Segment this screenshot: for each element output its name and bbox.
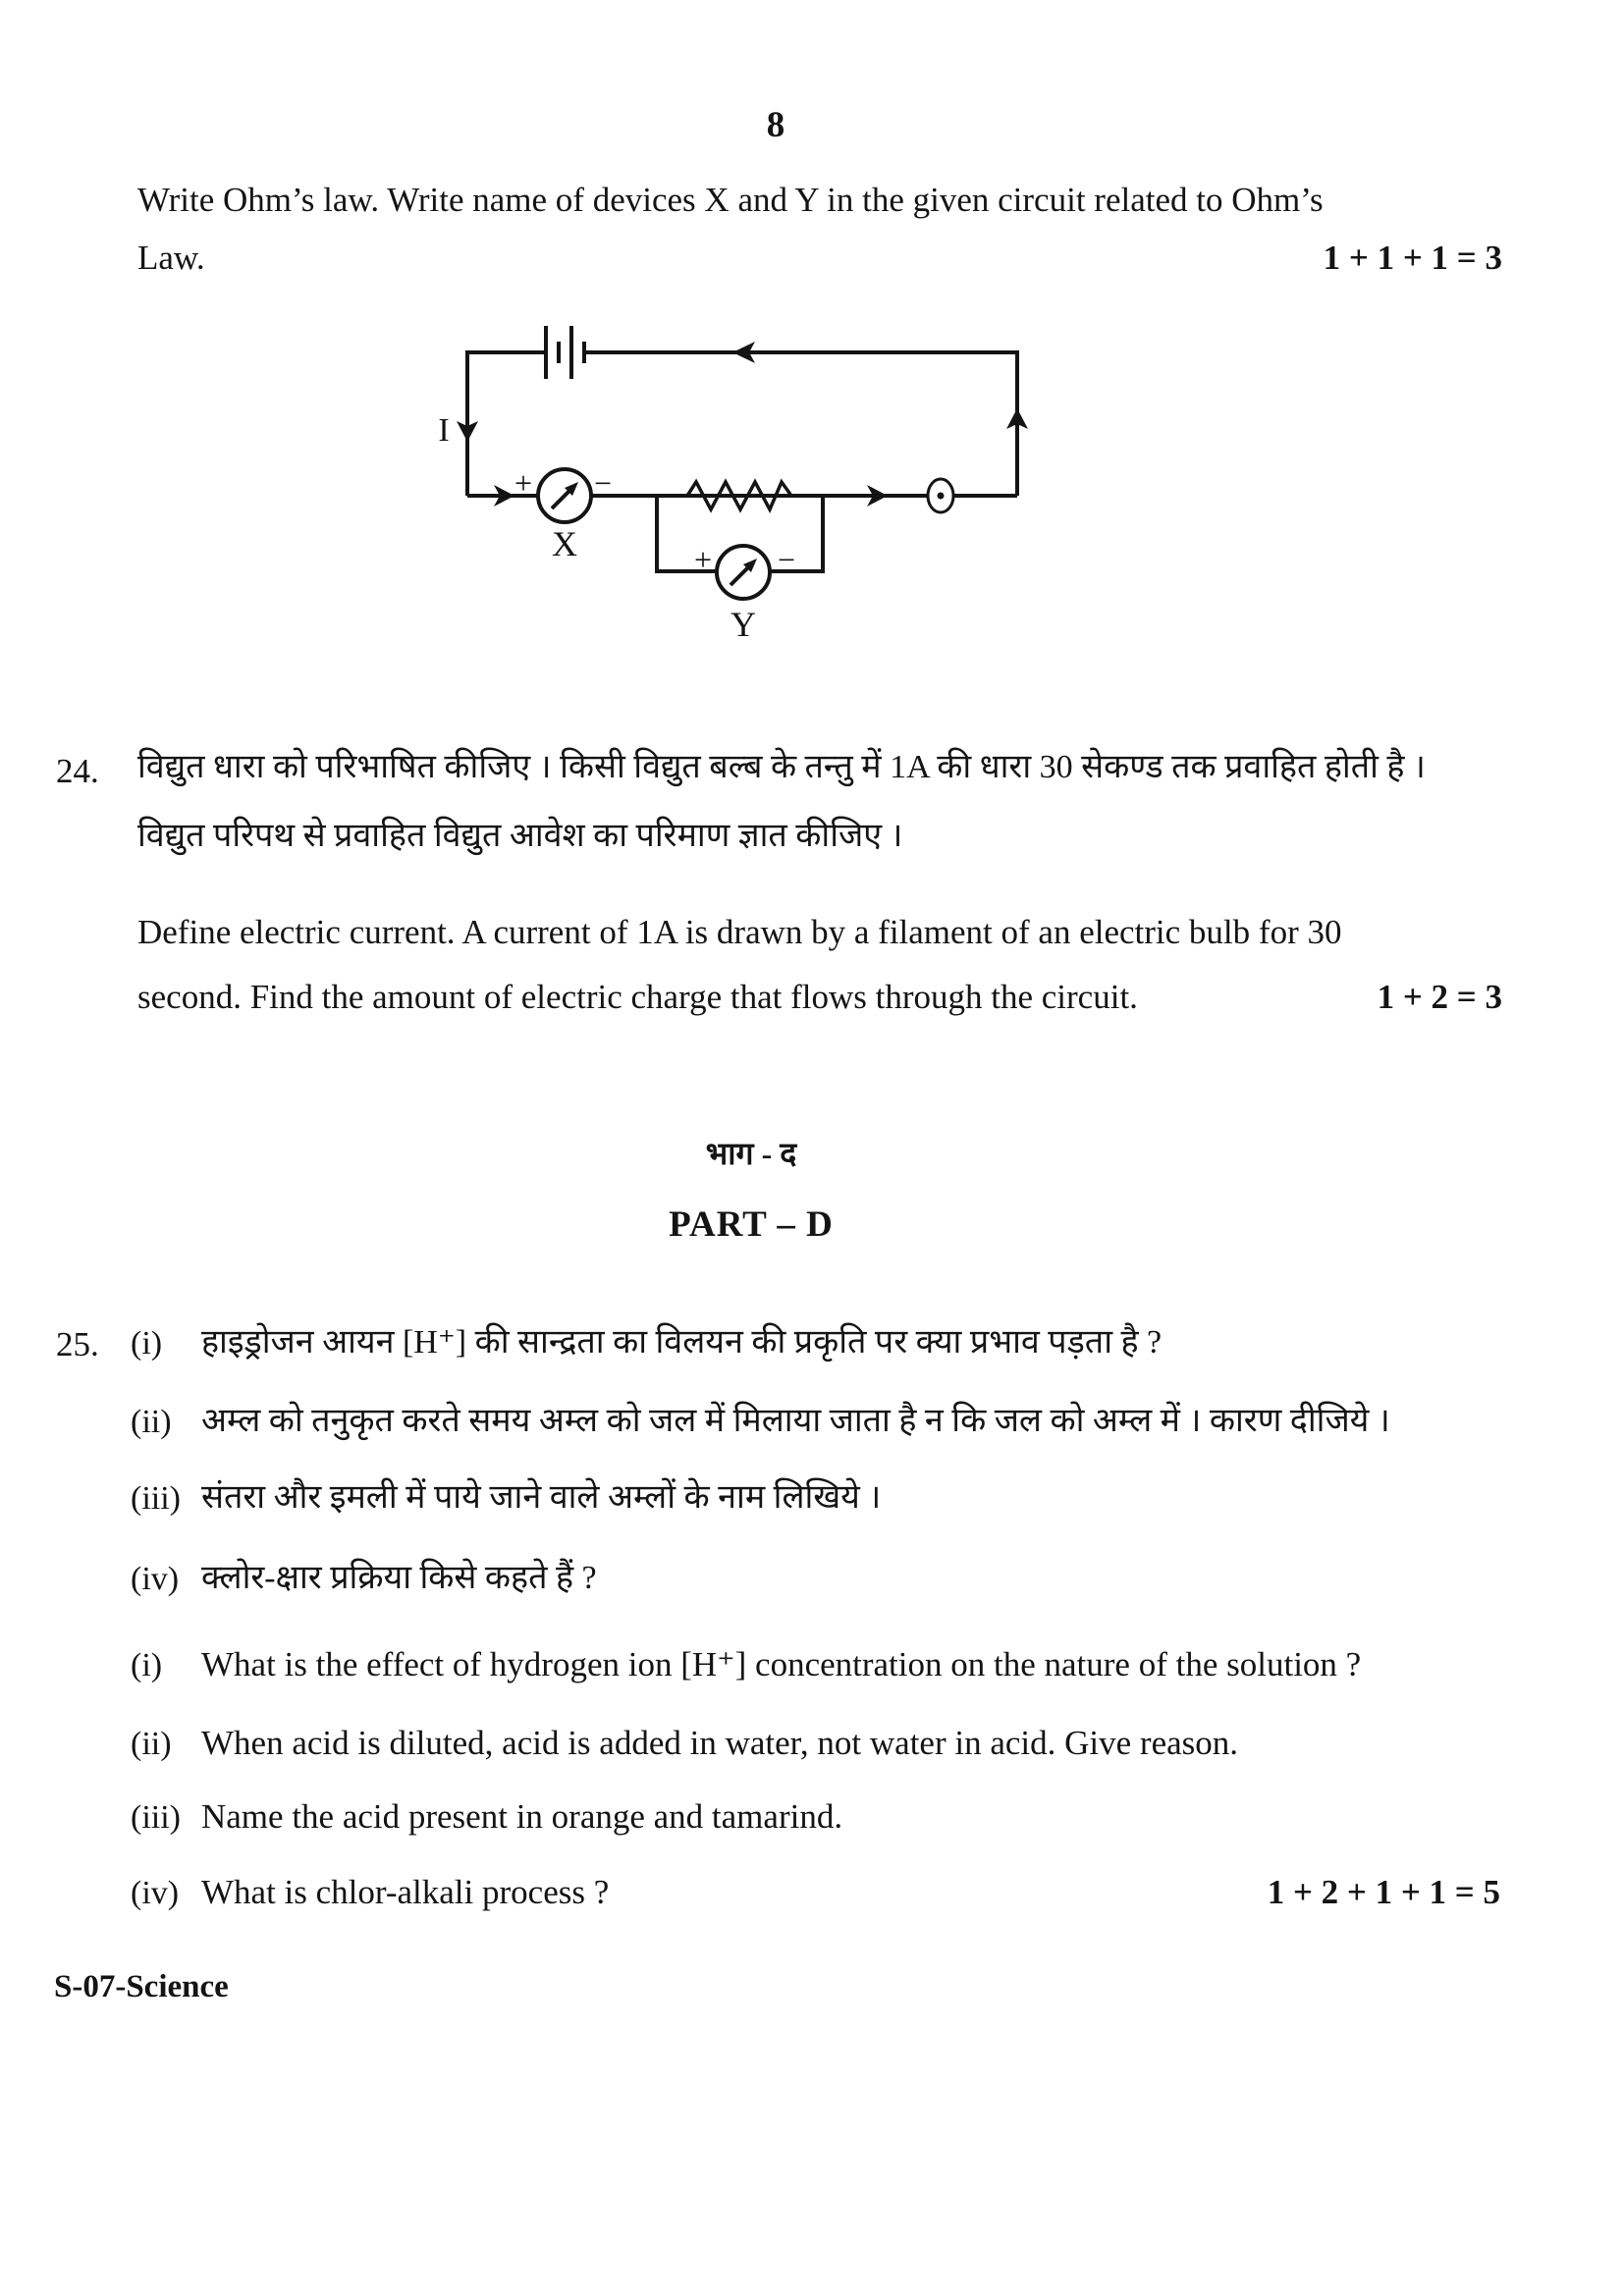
q25-number: 25. (56, 1325, 99, 1363)
q25-hindi-item-ii-text: अम्ल को तनुकृत करते समय अम्ल को जल में मिलाया जाता है न कि जल को अम्ल में । कारण दीजिये । (201, 1403, 1390, 1439)
q25-hindi-item-iv-text: क्लोर-क्षार प्रक्रिया किसे कहते हैं ? (201, 1560, 597, 1596)
paper-code-footer: S-07-Science (54, 1969, 229, 2004)
q24-hindi-line2: विद्युत परिपथ से प्रवाहित विद्युत आवेश का परिमाण ज्ञात कीजिए । (137, 818, 903, 854)
circuit-wires (467, 352, 1017, 571)
q25-hindi-item-ii-roman: (ii) (131, 1404, 172, 1440)
ammeter-x-icon (538, 469, 591, 522)
current-label: I (438, 412, 450, 449)
voltmeter-y-icon (717, 546, 770, 599)
section-heading-hindi: भाग - द (705, 1136, 797, 1171)
bulb-icon (928, 479, 953, 512)
meter-y-plus-label: + (693, 542, 713, 577)
meter-x-label: X (552, 524, 577, 563)
q25-english-item-iii-roman: (iii) (131, 1799, 181, 1836)
q25-hindi-item-iv-roman: (iv) (131, 1561, 180, 1597)
q24-number: 24. (56, 752, 99, 790)
q25-hindi-item-i-text: हाइड्रोजन आयन [H⁺] की सान्द्रता का विलयन की प्रकृति पर क्या प्रभाव पड़ता है ? (201, 1324, 1163, 1361)
page-number: 8 (766, 105, 785, 145)
q24-hindi-line1: विद्युत धारा को परिभाषित कीजिए । किसी विद्युत बल्ब के तन्तु में 1A की धारा 30 सेकण्ड तक प्रवाहित होती है । (137, 749, 1426, 785)
q25-english-item-iv-text: What is chlor-alkali process ? (201, 1873, 610, 1911)
q23-text-line2: Law. (137, 239, 205, 277)
q25-english-item-iv-roman: (iv) (131, 1875, 180, 1911)
section-heading-english: PART – D (669, 1204, 834, 1245)
q24-marks: 1 + 2 = 3 (1377, 978, 1502, 1016)
meter-x-plus-label: + (514, 465, 533, 501)
q25-marks: 1 + 2 + 1 + 1 = 5 (1267, 1873, 1500, 1911)
q25-hindi-item-iii-roman: (iii) (131, 1480, 181, 1517)
q25-hindi-item-iii-text: संतरा और इमली में पाये जाने वाले अम्लों के नाम लिखिये । (201, 1479, 882, 1516)
battery-icon (546, 326, 584, 379)
q25-english-item-ii-roman: (ii) (131, 1726, 172, 1762)
meter-x-minus-label: − (593, 465, 613, 501)
q25-english-item-i-text: What is the effect of hydrogen ion [H⁺] concentration on the nature of the solution ? (201, 1645, 1362, 1683)
meter-y-minus-label: − (777, 542, 796, 577)
q24-english-line1: Define electric current. A current of 1A is drawn by a filament of an electric bulb for 30 (137, 913, 1342, 951)
circuit-diagram (410, 322, 1082, 650)
q25-english-item-i-roman: (i) (131, 1647, 163, 1683)
q23-text-line1: Write Ohm’s law. Write name of devices X and Y in the given circuit related to Ohm’s (137, 181, 1324, 219)
q25-hindi-item-i-roman: (i) (131, 1325, 163, 1362)
q23-marks: 1 + 1 + 1 = 3 (1323, 239, 1502, 277)
q24-english-line2: second. Find the amount of electric charge that flows through the circuit. (137, 978, 1138, 1016)
q25-english-item-ii-text: When acid is diluted, acid is added in water, not water in acid. Give reason. (201, 1724, 1239, 1762)
q25-english-item-iii-text: Name the acid present in orange and tamarind. (201, 1797, 843, 1836)
meter-y-label: Y (730, 605, 756, 644)
